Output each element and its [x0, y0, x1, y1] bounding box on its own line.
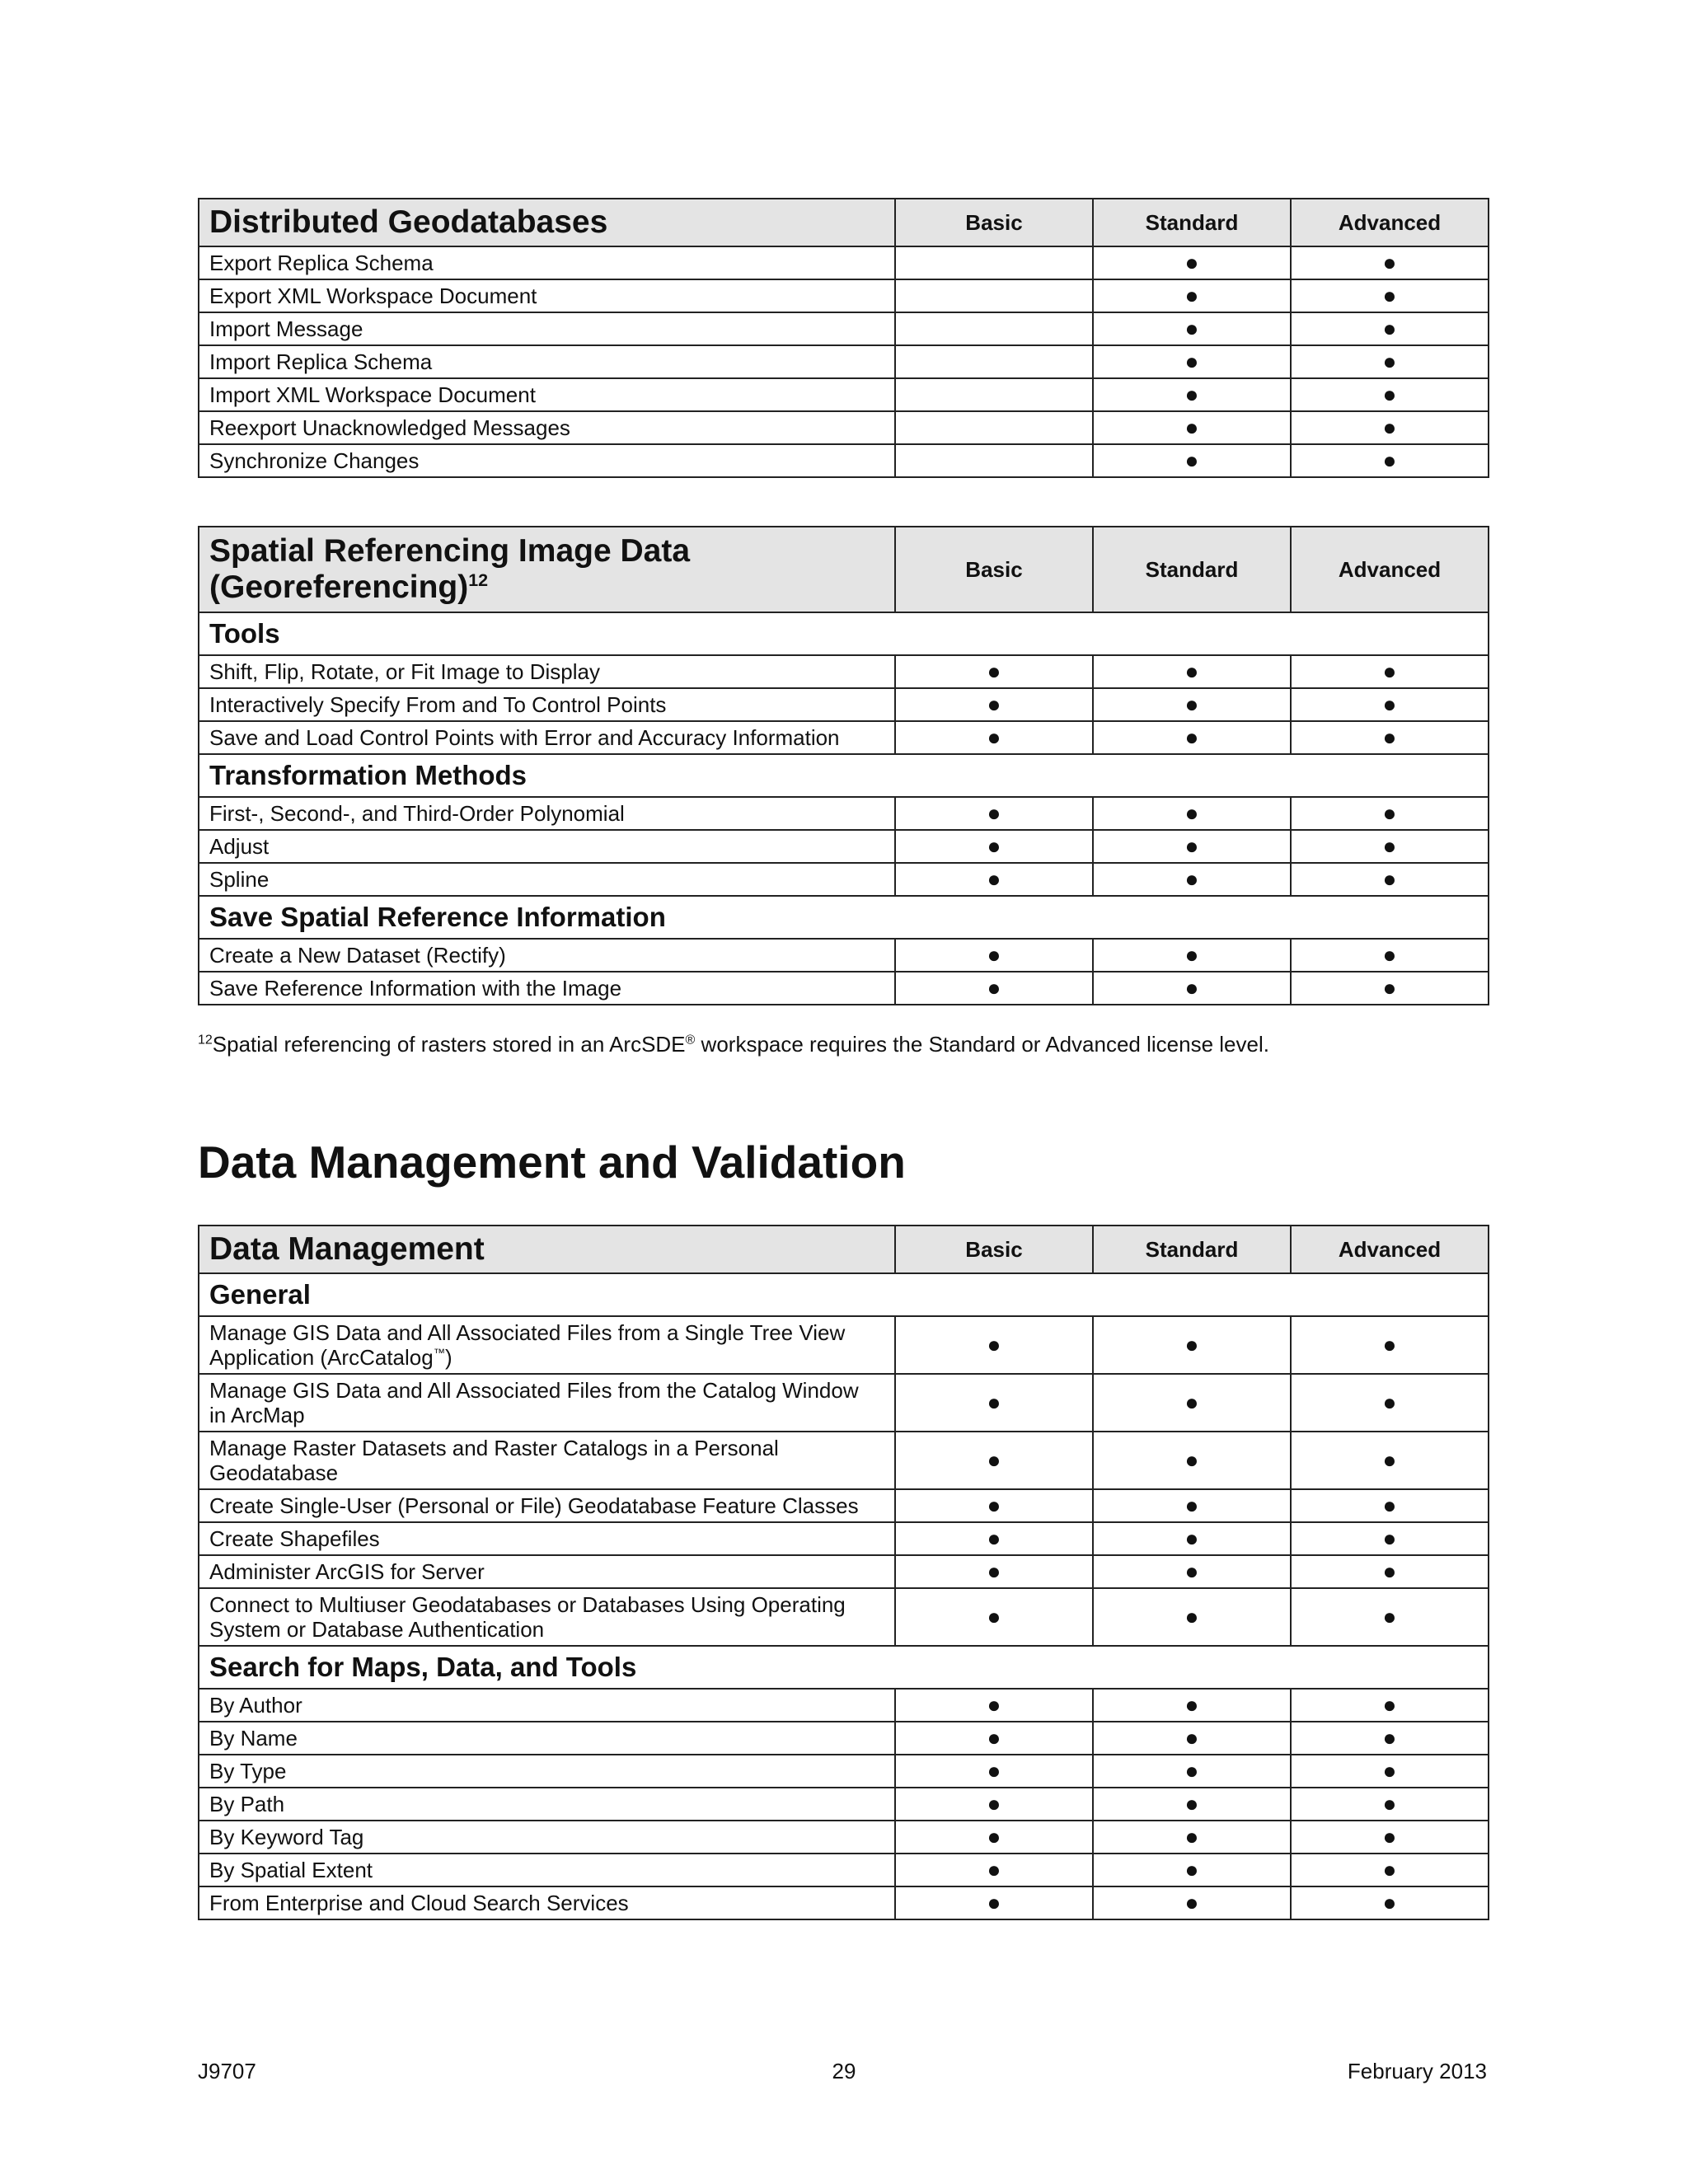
- table-row: [199, 1854, 1489, 1886]
- feature-label-line1: Manage GIS Data and All Associated Files from a Single Tree View: [209, 1320, 846, 1345]
- table-row: [199, 972, 1489, 1005]
- advanced-cell: ●: [1291, 378, 1489, 411]
- table-row: [199, 1432, 1489, 1489]
- standard-cell: ●: [1093, 721, 1291, 754]
- standard-cell: ●: [1093, 1432, 1291, 1489]
- table-title: [199, 527, 895, 612]
- advanced-cell: ●: [1291, 246, 1489, 279]
- trademark-mark: ™: [433, 1347, 445, 1361]
- standard-cell: ●: [1093, 1588, 1291, 1646]
- basic-cell: [895, 345, 1093, 378]
- basic-cell: ●: [895, 1821, 1093, 1854]
- table-row: [199, 1588, 1489, 1646]
- advanced-cell: ●: [1291, 1432, 1489, 1489]
- basic-cell: ●: [895, 1522, 1093, 1555]
- advanced-cell: ●: [1291, 1788, 1489, 1821]
- basic-cell: ●: [895, 1432, 1093, 1489]
- column-basic: Basic: [895, 527, 1093, 612]
- basic-cell: ●: [895, 1588, 1093, 1646]
- advanced-cell: ●: [1291, 1489, 1489, 1522]
- basic-cell: ●: [895, 1555, 1093, 1588]
- standard-cell: ●: [1093, 939, 1291, 972]
- table-row: [199, 345, 1489, 378]
- advanced-cell: ●: [1291, 312, 1489, 345]
- advanced-cell: ●: [1291, 1689, 1489, 1722]
- standard-cell: ●: [1093, 378, 1291, 411]
- basic-cell: ●: [895, 1374, 1093, 1432]
- feature-label: Create Shapefiles: [199, 1522, 895, 1555]
- basic-cell: ●: [895, 939, 1093, 972]
- standard-cell: ●: [1093, 1821, 1291, 1854]
- feature-label: Interactively Specify From and To Control Points: [199, 688, 895, 721]
- advanced-cell: ●: [1291, 444, 1489, 477]
- table-row: [199, 655, 1489, 688]
- footnote-mark: 12: [198, 1033, 213, 1047]
- feature-label: Import XML Workspace Document: [199, 378, 895, 411]
- table-row: [199, 721, 1489, 754]
- feature-label: [199, 1316, 895, 1374]
- data-management-table: [198, 1225, 1489, 1920]
- chapter-title: Data Management and Validation: [198, 1137, 906, 1188]
- table-title-line1: Spatial Referencing Image Data: [209, 533, 691, 569]
- basic-cell: [895, 444, 1093, 477]
- standard-cell: ●: [1093, 345, 1291, 378]
- advanced-cell: ●: [1291, 1722, 1489, 1755]
- feature-label: By Path: [199, 1788, 895, 1821]
- advanced-cell: ●: [1291, 830, 1489, 863]
- footnote-reference: 12: [468, 570, 489, 590]
- table-row: [199, 1788, 1489, 1821]
- advanced-cell: ●: [1291, 721, 1489, 754]
- feature-label-line1: Connect to Multiuser Geodatabases or Databases Using Operating: [209, 1592, 846, 1617]
- footnote-text-before: Spatial referencing of rasters stored in an ArcSDE: [212, 1032, 686, 1057]
- basic-cell: ●: [895, 1755, 1093, 1788]
- advanced-cell: ●: [1291, 797, 1489, 830]
- table-row: [199, 797, 1489, 830]
- standard-cell: ●: [1093, 1522, 1291, 1555]
- feature-label: Administer ArcGIS for Server: [199, 1555, 895, 1588]
- standard-cell: ●: [1093, 1555, 1291, 1588]
- table-header-row: [199, 199, 1489, 246]
- group-heading: Save Spatial Reference Information: [199, 896, 1489, 939]
- feature-label: By Author: [199, 1689, 895, 1722]
- footer-date: February 2013: [1347, 2059, 1487, 2083]
- basic-cell: [895, 411, 1093, 444]
- advanced-cell: ●: [1291, 345, 1489, 378]
- basic-cell: ●: [895, 1886, 1093, 1919]
- feature-label: [199, 1588, 895, 1646]
- table-row: [199, 246, 1489, 279]
- advanced-cell: ●: [1291, 655, 1489, 688]
- advanced-cell: ●: [1291, 1821, 1489, 1854]
- group-row: [199, 754, 1489, 797]
- table-row: [199, 830, 1489, 863]
- basic-cell: [895, 246, 1093, 279]
- table-row: [199, 1886, 1489, 1919]
- standard-cell: ●: [1093, 1788, 1291, 1821]
- table-title-line2: (Georeferencing): [209, 569, 469, 605]
- column-advanced: Advanced: [1291, 527, 1489, 612]
- basic-cell: ●: [895, 863, 1093, 896]
- feature-label: From Enterprise and Cloud Search Services: [199, 1886, 895, 1919]
- group-heading: Tools: [199, 612, 1489, 655]
- standard-cell: ●: [1093, 411, 1291, 444]
- advanced-cell: ●: [1291, 1374, 1489, 1432]
- feature-label-line2: Geodatabase: [209, 1460, 339, 1485]
- table-title: Data Management: [199, 1226, 895, 1273]
- advanced-cell: ●: [1291, 1886, 1489, 1919]
- table-row: [199, 1489, 1489, 1522]
- advanced-cell: ●: [1291, 1755, 1489, 1788]
- column-basic: Basic: [895, 1226, 1093, 1273]
- standard-cell: ●: [1093, 1854, 1291, 1886]
- advanced-cell: ●: [1291, 863, 1489, 896]
- standard-cell: ●: [1093, 1689, 1291, 1722]
- standard-cell: ●: [1093, 444, 1291, 477]
- column-standard: Standard: [1093, 527, 1291, 612]
- feature-label: [199, 1432, 895, 1489]
- group-heading: Search for Maps, Data, and Tools: [199, 1646, 1489, 1689]
- column-advanced: Advanced: [1291, 199, 1489, 246]
- basic-cell: ●: [895, 688, 1093, 721]
- standard-cell: ●: [1093, 1755, 1291, 1788]
- column-basic: Basic: [895, 199, 1093, 246]
- spatial-referencing-table: [198, 526, 1489, 1005]
- table-row: [199, 1722, 1489, 1755]
- basic-cell: [895, 312, 1093, 345]
- basic-cell: ●: [895, 1489, 1093, 1522]
- standard-cell: ●: [1093, 1374, 1291, 1432]
- feature-label: [199, 1374, 895, 1432]
- feature-label-line1: Manage GIS Data and All Associated Files from the Catalog Window: [209, 1378, 859, 1403]
- table-row: [199, 1374, 1489, 1432]
- basic-cell: ●: [895, 1689, 1093, 1722]
- group-row: [199, 1273, 1489, 1316]
- standard-cell: ●: [1093, 797, 1291, 830]
- advanced-cell: ●: [1291, 411, 1489, 444]
- advanced-cell: ●: [1291, 1316, 1489, 1374]
- feature-label: By Name: [199, 1722, 895, 1755]
- table-row: [199, 411, 1489, 444]
- standard-cell: ●: [1093, 1489, 1291, 1522]
- feature-label: Import Message: [199, 312, 895, 345]
- advanced-cell: ●: [1291, 939, 1489, 972]
- advanced-cell: ●: [1291, 1522, 1489, 1555]
- standard-cell: ●: [1093, 1722, 1291, 1755]
- advanced-cell: ●: [1291, 1555, 1489, 1588]
- feature-label: Create a New Dataset (Rectify): [199, 939, 895, 972]
- feature-label-line2: in ArcMap: [209, 1403, 305, 1427]
- feature-label: Reexport Unacknowledged Messages: [199, 411, 895, 444]
- table-title: Distributed Geodatabases: [199, 199, 895, 246]
- advanced-cell: ●: [1291, 279, 1489, 312]
- standard-cell: ●: [1093, 279, 1291, 312]
- feature-label: Synchronize Changes: [199, 444, 895, 477]
- feature-label: Export XML Workspace Document: [199, 279, 895, 312]
- table-row: [199, 378, 1489, 411]
- feature-label-line2: Application (ArcCatalog: [209, 1345, 434, 1370]
- feature-label: Save and Load Control Points with Error and Accuracy Information: [199, 721, 895, 754]
- basic-cell: ●: [895, 1788, 1093, 1821]
- footer-doc-id: J9707: [198, 2059, 256, 2083]
- feature-label: By Spatial Extent: [199, 1854, 895, 1886]
- feature-label: Export Replica Schema: [199, 246, 895, 279]
- group-row: [199, 612, 1489, 655]
- table-header-row: [199, 1226, 1489, 1273]
- distributed-geodatabases-table: [198, 198, 1489, 478]
- basic-cell: [895, 279, 1093, 312]
- standard-cell: ●: [1093, 655, 1291, 688]
- column-advanced: Advanced: [1291, 1226, 1489, 1273]
- basic-cell: ●: [895, 655, 1093, 688]
- basic-cell: ●: [895, 1316, 1093, 1374]
- standard-cell: ●: [1093, 830, 1291, 863]
- footer-page-number: 29: [832, 2059, 856, 2083]
- standard-cell: ●: [1093, 1316, 1291, 1374]
- table-header-row: [199, 527, 1489, 612]
- standard-cell: ●: [1093, 972, 1291, 1005]
- standard-cell: ●: [1093, 312, 1291, 345]
- basic-cell: ●: [895, 797, 1093, 830]
- group-row: [199, 1646, 1489, 1689]
- table-row: [199, 279, 1489, 312]
- basic-cell: ●: [895, 721, 1093, 754]
- footnote: [198, 1032, 1269, 1057]
- table-row: [199, 1755, 1489, 1788]
- feature-label-end: ): [445, 1345, 452, 1370]
- table-row: [199, 312, 1489, 345]
- advanced-cell: ●: [1291, 688, 1489, 721]
- group-heading: Transformation Methods: [199, 754, 1489, 797]
- basic-cell: ●: [895, 1722, 1093, 1755]
- basic-cell: ●: [895, 830, 1093, 863]
- group-heading: General: [199, 1273, 1489, 1316]
- group-row: [199, 896, 1489, 939]
- feature-label: Create Single-User (Personal or File) Geodatabase Feature Classes: [199, 1489, 895, 1522]
- table-row: [199, 863, 1489, 896]
- registered-mark: ®: [685, 1033, 696, 1047]
- feature-label-line2: System or Database Authentication: [209, 1617, 545, 1642]
- basic-cell: ●: [895, 972, 1093, 1005]
- standard-cell: ●: [1093, 1886, 1291, 1919]
- column-standard: Standard: [1093, 1226, 1291, 1273]
- table-row: [199, 1821, 1489, 1854]
- feature-label: Shift, Flip, Rotate, or Fit Image to Display: [199, 655, 895, 688]
- table-row: [199, 1522, 1489, 1555]
- standard-cell: ●: [1093, 863, 1291, 896]
- table-row: [199, 444, 1489, 477]
- advanced-cell: ●: [1291, 1588, 1489, 1646]
- feature-label: Save Reference Information with the Image: [199, 972, 895, 1005]
- feature-label: By Type: [199, 1755, 895, 1788]
- table-row: [199, 939, 1489, 972]
- standard-cell: ●: [1093, 688, 1291, 721]
- basic-cell: [895, 378, 1093, 411]
- column-standard: Standard: [1093, 199, 1291, 246]
- table-row: [199, 1555, 1489, 1588]
- feature-label: First-, Second-, and Third-Order Polynomial: [199, 797, 895, 830]
- feature-label: Spline: [199, 863, 895, 896]
- feature-label: Import Replica Schema: [199, 345, 895, 378]
- advanced-cell: ●: [1291, 972, 1489, 1005]
- table-row: [199, 1689, 1489, 1722]
- standard-cell: ●: [1093, 246, 1291, 279]
- table-row: [199, 688, 1489, 721]
- advanced-cell: ●: [1291, 1854, 1489, 1886]
- feature-label-line1: Manage Raster Datasets and Raster Catalogs in a Personal: [209, 1436, 779, 1460]
- feature-label: By Keyword Tag: [199, 1821, 895, 1854]
- feature-label: Adjust: [199, 830, 895, 863]
- footnote-text-after: workspace requires the Standard or Advanced license level.: [695, 1032, 1269, 1057]
- table-row: [199, 1316, 1489, 1374]
- basic-cell: ●: [895, 1854, 1093, 1886]
